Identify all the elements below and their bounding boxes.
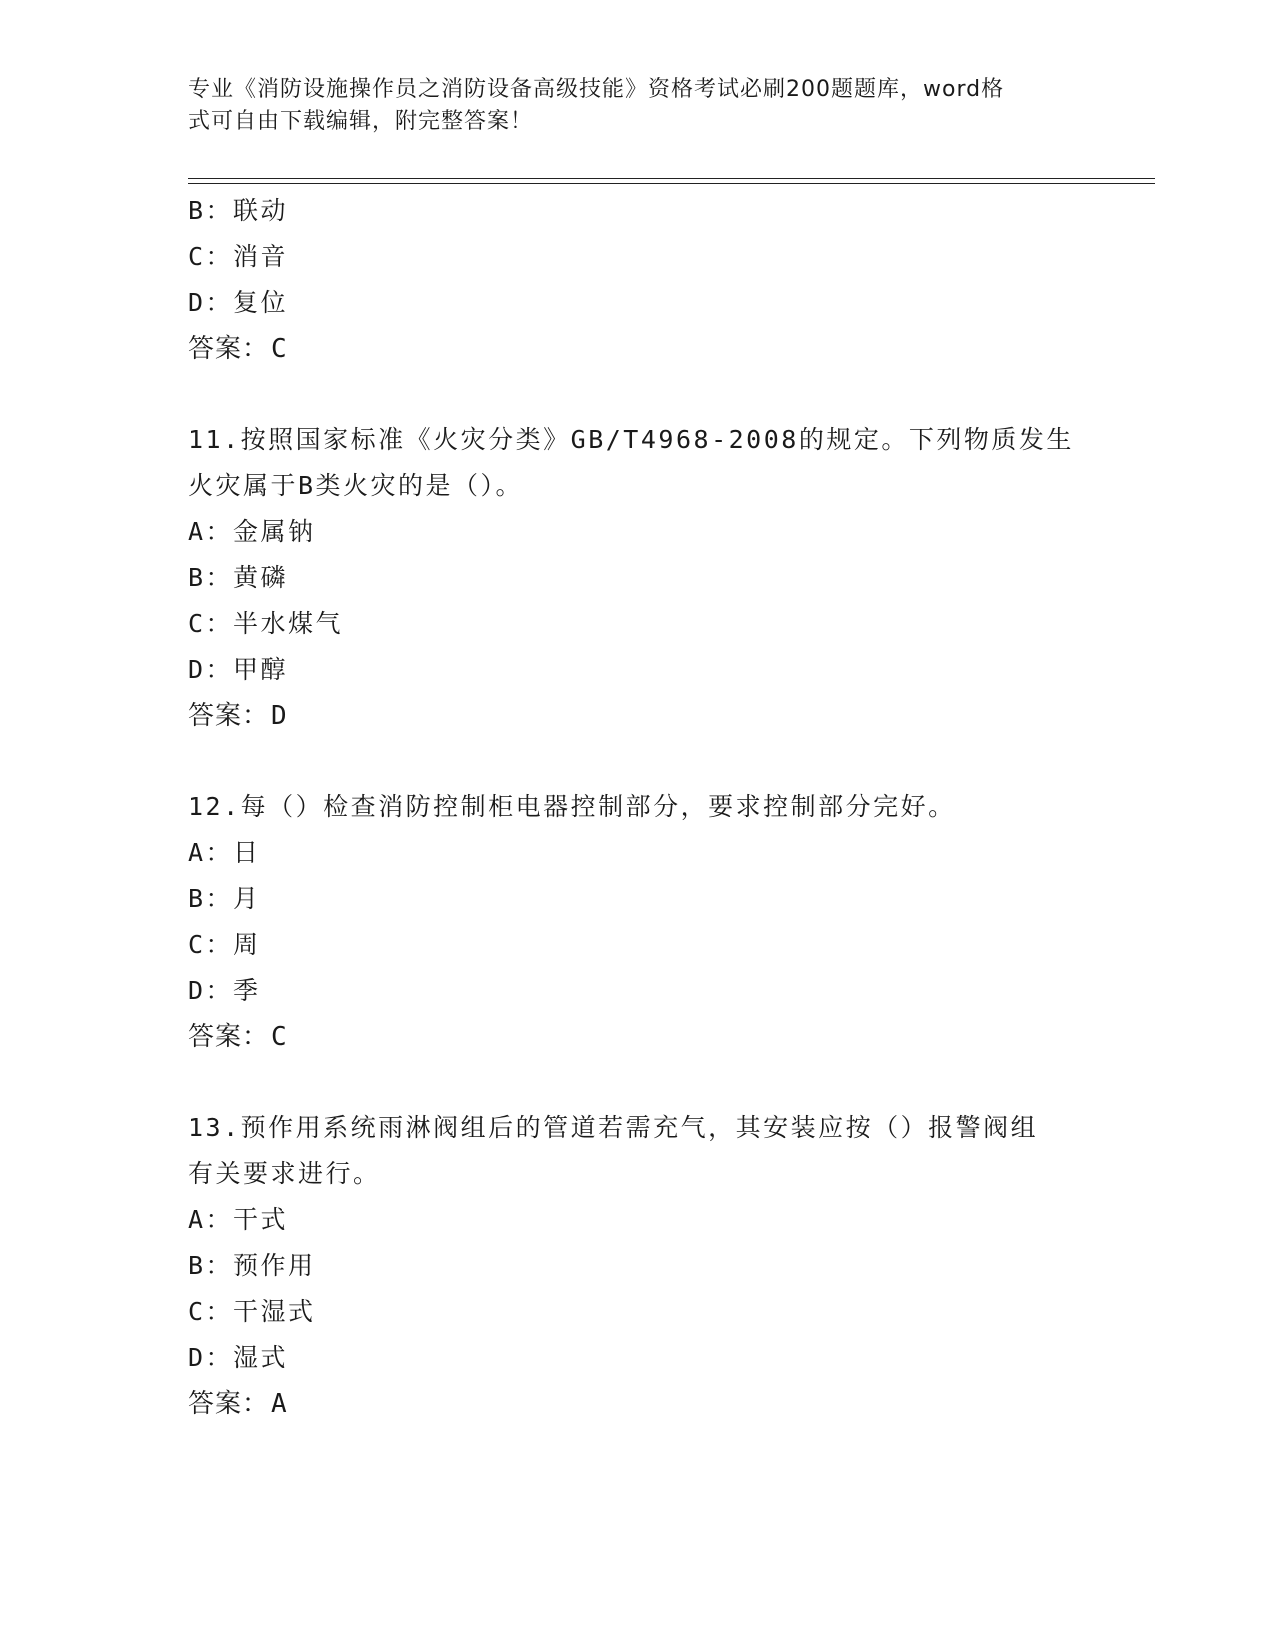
question-text: 13.预作用系统雨淋阀组后的管道若需充气，其安装应按（）报警阀组 <box>188 1113 1039 1142</box>
option-item: A：日 <box>188 838 261 867</box>
question-block-13 <box>188 1105 1088 1427</box>
question-block-11 <box>188 417 1088 739</box>
option-item: C：半水煤气 <box>188 609 344 638</box>
answer-line <box>188 693 1088 739</box>
document-header <box>188 74 1068 138</box>
answer-value: D <box>271 701 288 731</box>
option-item: A：金属钠 <box>188 517 316 546</box>
header-divider-bottom <box>188 183 1155 184</box>
question-text: 11.按照国家标准《火灾分类》GB/T4968-2008的规定。下列物质发生 <box>188 425 1074 454</box>
question-list <box>188 188 1088 1427</box>
answer-line <box>188 1381 1088 1427</box>
question-block-12 <box>188 784 1088 1060</box>
header-line-1: 专业《消防设施操作员之消防设备高级技能》资格考试必刷200题题库，word格 <box>188 77 1005 102</box>
answer-value: A <box>271 1389 288 1419</box>
option-item: C：干湿式 <box>188 1297 316 1326</box>
answer-line <box>188 1014 1088 1060</box>
option-item: D：复位 <box>188 288 289 317</box>
answer-line <box>188 326 1088 372</box>
option-item: B：预作用 <box>188 1251 316 1280</box>
answer-label: 答案： <box>188 1022 270 1052</box>
question-text: 火灾属于B类火灾的是（）。 <box>188 471 524 500</box>
option-item: A：干式 <box>188 1205 289 1234</box>
option-item: C：消音 <box>188 242 289 271</box>
question-text: 12.每（）检查消防控制柜电器控制部分，要求控制部分完好。 <box>188 792 956 821</box>
option-item: D：季 <box>188 976 261 1005</box>
answer-label: 答案： <box>188 334 270 364</box>
option-item: D：湿式 <box>188 1343 289 1372</box>
question-text: 有关要求进行。 <box>188 1159 381 1188</box>
option-item: B：联动 <box>188 196 289 225</box>
answer-value: C <box>271 1022 288 1052</box>
answer-label: 答案： <box>188 701 270 731</box>
header-divider-top <box>188 178 1155 179</box>
question-block-prev <box>188 188 1088 372</box>
option-item: B：黄磷 <box>188 563 289 592</box>
option-item: B：月 <box>188 884 261 913</box>
option-item: C：周 <box>188 930 261 959</box>
header-line-2: 式可自由下载编辑，附完整答案！ <box>188 109 534 134</box>
answer-value: C <box>271 334 288 364</box>
option-item: D：甲醇 <box>188 655 289 684</box>
answer-label: 答案： <box>188 1389 270 1419</box>
